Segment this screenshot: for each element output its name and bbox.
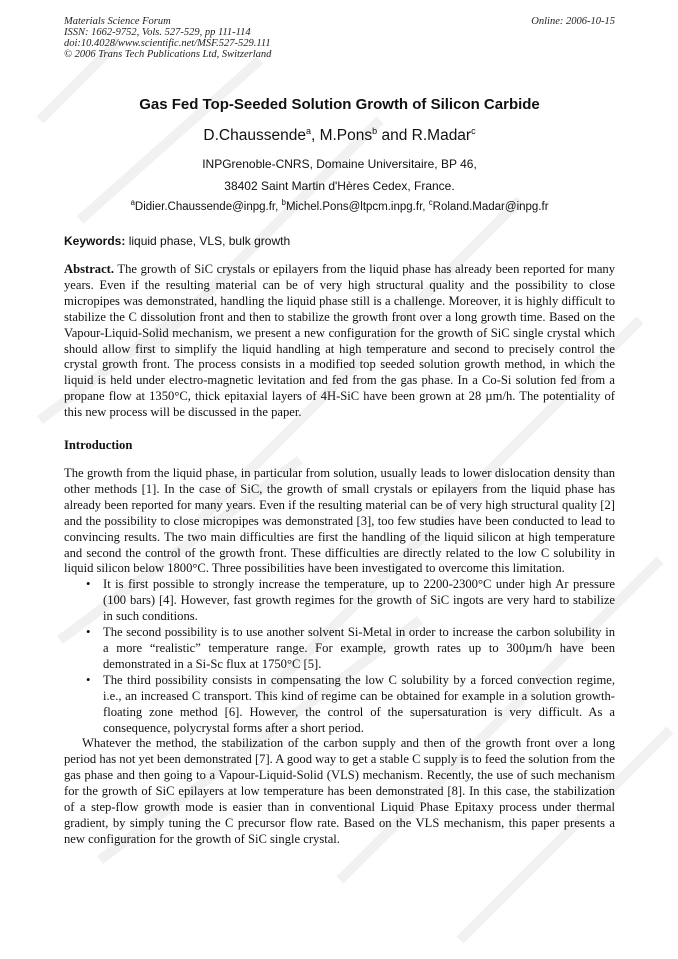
intro-paragraph: Whatever the method, the stabilization of the carbon supply and then of the growth front over a long period has not yet been demonstrated [7]. A good way to get a stable C supply is to feed the solution from the gas phase and then going to a Vapour-Liquid-Solid (VLS) mechanism. Recently, the use of such mechanism for the growth of SiC epilayers at low temperature has been demonstrated [8]. In this case, the stabilization of a step-flow growth mode is easier than in conventional Liquid Phase Epitaxy process under thermal gradient, by simply tuning the C precursor flow rate. Based on the VLS mechanism, this paper presents a new configuration for the growth of SiC single crystal. (64, 736, 615, 846)
author-name: D.Chaussende (203, 127, 306, 145)
email-link[interactable]: Didier.Chaussende@inpg.fr (134, 200, 276, 213)
email-link[interactable]: Roland.Madar@inpg.fr (432, 200, 549, 213)
intro-paragraph: The growth from the liquid phase, in particular from solution, usually leads to lower dislocation density than other methods [1]. In the case of SiC, the growth of small crystals or epilayers from the liquid phase has already been reported for many years. Even if the resulting material can be of very high structural quality [2] and the possibility to close micropipes was demonstrated [3], too few studies have been conducted to lead to convincing results. The two main difficulties are first the handling of the liquid silicon at high temperature and second the control of the growth front. These difficulties are directly related to the low C solubility in liquid silicon below 1800°C. Three possibilities have been investigated to overcome this limitation. (64, 466, 615, 576)
author-separator: , (310, 127, 320, 145)
journal-issn: ISSN: 1662-9752, Vols. 527-529, pp 111-114 (64, 27, 251, 38)
email-sup: a (130, 198, 135, 208)
journal-copyright: © 2006 Trans Tech Publications Ltd, Switzerland (64, 49, 272, 60)
paper-page (64, 16, 615, 848)
journal-header (64, 16, 615, 60)
email-sup: c (428, 198, 433, 208)
email-separator: , (275, 200, 282, 213)
list-item-text: It is first possible to strongly increase the temperature, up to 2200-2300°C under high Ar pressure (100 bars) [4]. However, fast growth regimes for the growth of SiC ingots are very hard to stabilize in such conditions. (103, 577, 615, 624)
paper-title: Gas Fed Top-Seeded Solution Growth of Silicon Carbide (139, 96, 540, 113)
list-item-text: The second possibility is to use another solvent Si-Metal in order to increase the carbon solubility in a more “realistic” temperature range. For example, growth rates up to 300µm/h have been demonstrated in a Si-Sc flux at 1750°C [5]. (103, 625, 615, 671)
author-sup: c (471, 126, 476, 136)
email-list (64, 198, 615, 213)
list-item-text: The third possibility consists in compensating the low C solubility by a forced convection regime, i.e., an increased C transport. This kind of regime can be obtained for example in a solution growth-floating zone method [6]. However, the control of the supersaturation is very difficult. As a consequence, polycrystal forms after a short period. (103, 672, 615, 735)
abstract-label: Abstract. (64, 261, 115, 276)
author-name: M.Pons (319, 127, 373, 145)
list-item (86, 625, 615, 673)
affiliation (64, 153, 615, 197)
section-heading-introduction: Introduction (64, 438, 133, 453)
author-name: R.Madar (411, 127, 472, 145)
list-item (86, 672, 615, 737)
affiliation-line: 38402 Saint Martin d'Hères Cedex, France. (224, 179, 455, 194)
author-list (64, 126, 615, 145)
bullet-icon: • (86, 577, 91, 592)
email-separator: , (422, 200, 429, 213)
keywords-label: Keywords: (64, 233, 126, 248)
email-sup: b (281, 198, 286, 208)
author-separator: and (377, 127, 412, 145)
email-link[interactable]: Michel.Pons@ltpcm.inpg.fr (285, 200, 423, 213)
bullet-icon: • (86, 672, 91, 687)
bullet-list (64, 577, 615, 736)
keywords-text: liquid phase, VLS, bulk growth (125, 233, 291, 248)
keywords (64, 234, 615, 248)
online-date: Online: 2006-10-15 (531, 16, 615, 27)
journal-doi: doi:10.4028/www.scientific.net/MSF.527-529.111 (64, 38, 271, 49)
list-item (86, 577, 615, 625)
affiliation-line: INPGrenoble-CNRS, Domaine Universitaire, BP 46, (202, 157, 477, 172)
journal-name: Materials Science Forum (64, 16, 171, 27)
author-sup: b (372, 126, 378, 136)
author-sup: a (305, 126, 311, 136)
bullet-icon: • (86, 625, 91, 640)
abstract-text: The growth of SiC crystals or epilayers from the liquid phase has already been reported for many years. Even if the resulting material can be of very high structural quality and the possibility to close micropipes was demonstrated, handling the liquid phase still is a challenge. Moreover, it is highly difficult to stabilize the C dissolution front and then to stabilize the growth front over a long growth time. Based on the Vapour-Liquid-Solid mechanism, we present a new configuration for the growth of SiC single crystal which should allow first to simplify the liquid handling at high temperature and second to precisely control the crystal growth front. The process consists in a modified top seeded solution growth method, in which the liquid is held under electro-magnetic levitation and fed from the gas phase. In a Co-Si solution fed from a propane flow at 1350°C, thick epitaxial layers of 4H-SiC have been grown at 28 µm/h. The potentiality of this new process will be discussed in the paper. (64, 261, 615, 420)
abstract (64, 262, 615, 421)
